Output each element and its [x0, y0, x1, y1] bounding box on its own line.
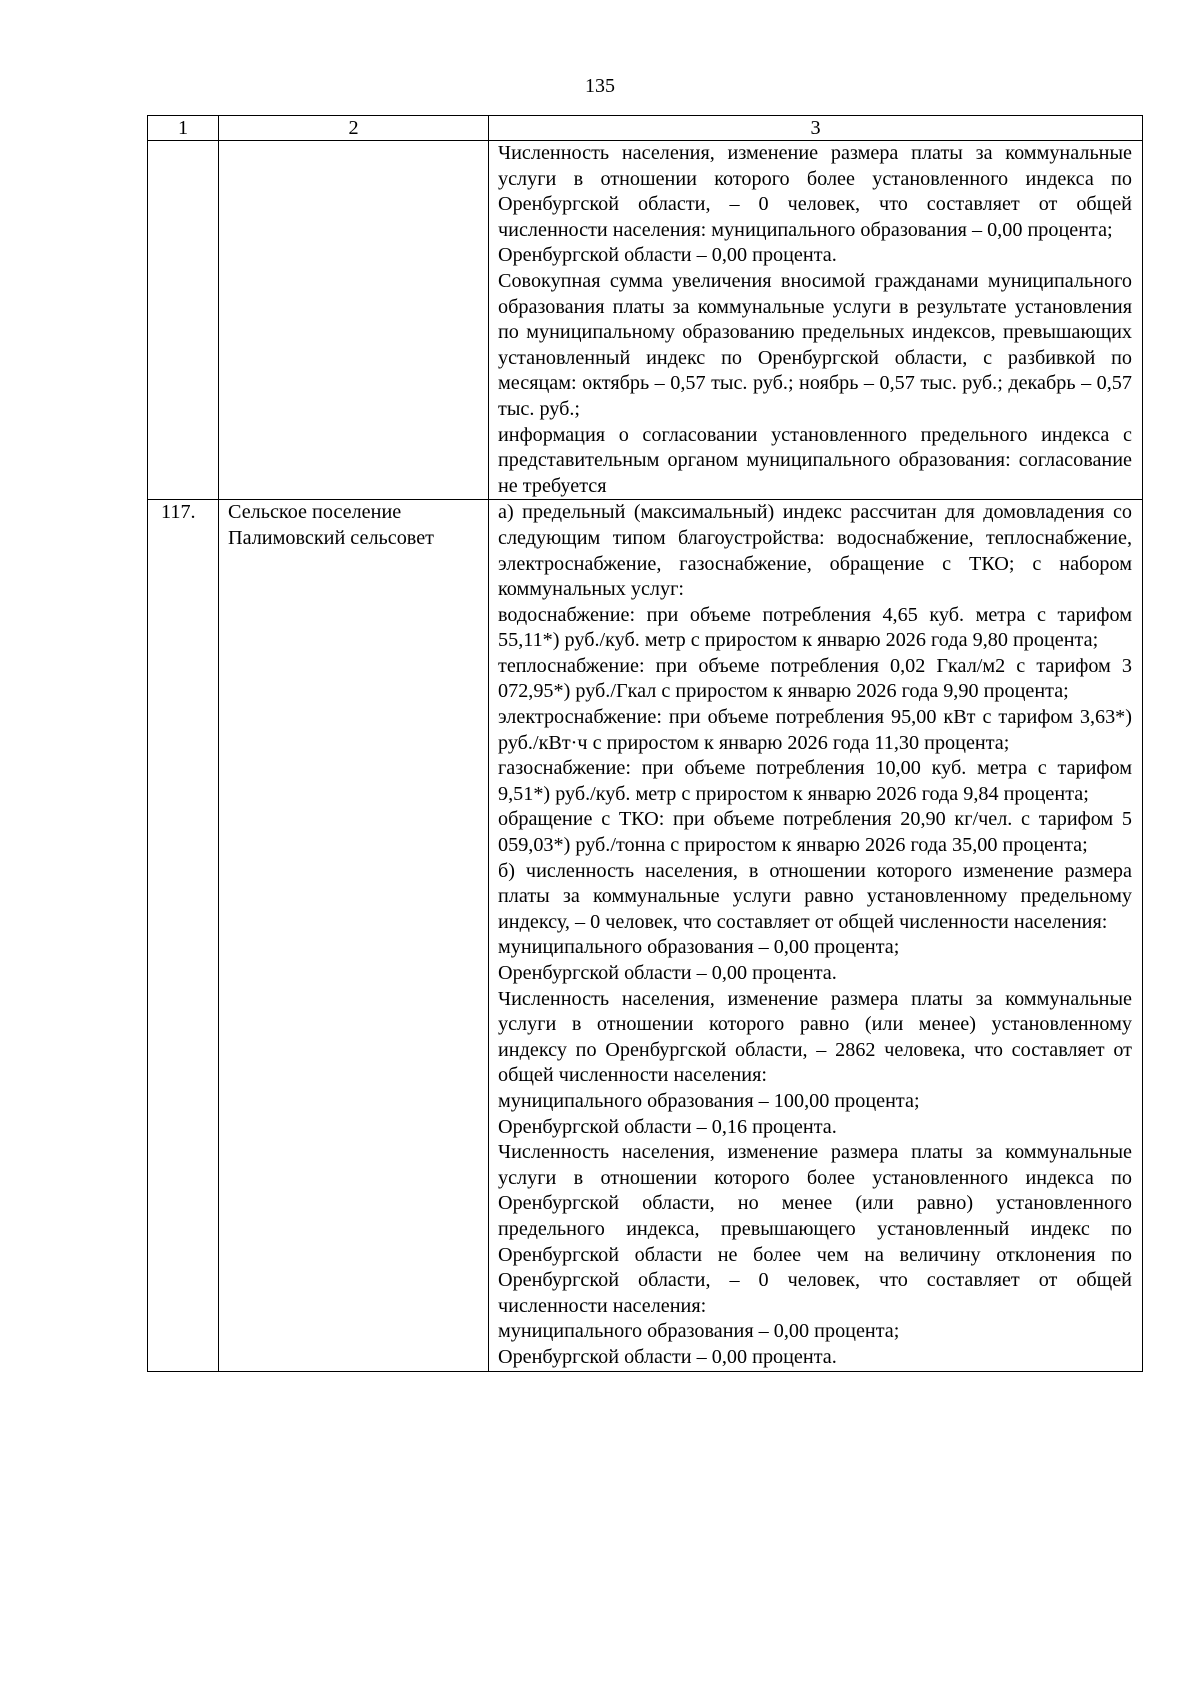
paragraph: Оренбургской области – 0,16 процента.	[498, 1115, 837, 1138]
paragraph: Оренбургской области – 0,00 процента.	[498, 244, 837, 267]
paragraph: обращение с ТКО: при объеме потребления 20,90 кг/чел. с тарифом 5 059,03*) руб./тонна с приростом к январю 2026 года 35,00 процента;	[498, 808, 1132, 857]
paragraph: Численность населения, изменение размера платы за коммунальные услуги в отношении которого более установленного индекса по Оренбургской области, но менее (или равно) установленного предельного индекса, превышающего установленный индекс по Оренбургской области не более чем на величину отклонения по Оренбургской области, – 0 человек, что составляет от общей численности населения:	[498, 1141, 1132, 1317]
row-number: 117.	[148, 500, 219, 1371]
page-number: 135	[585, 75, 615, 97]
settlement-name	[219, 141, 489, 500]
paragraph: водоснабжение: при объеме потребления 4,65 куб. метра с тарифом 55,11*) руб./куб. метр с приростом к январю 2026 года 9,80 процента;	[498, 603, 1132, 652]
paragraph: Численность населения, изменение размера платы за коммунальные услуги в отношении которого равно (или менее) установленному индексу по Оренбургской области, – 2862 человека, что составляет от общей численности населения:	[498, 987, 1132, 1087]
paragraph: муниципального образования – 0,00 процента;	[498, 1320, 900, 1343]
municipal-index-table	[147, 115, 1143, 1372]
paragraph: газоснабжение: при объеме потребления 10,00 куб. метра с тарифом 9,51*) руб./куб. метр с приростом к январю 2026 года 9,84 процента;	[498, 757, 1132, 805]
paragraph: б) численность населения, в отношении которого изменение размера платы за коммунальные услуги равно установленному предельному индексу, – 0 человек, что составляет от общей численности населения:	[498, 859, 1132, 933]
paragraph: а) предельный (максимальный) индекс рассчитан для домовладения со следующим типом благоустройства: водоснабжение, теплоснабжение, электроснабжение, газоснабжение, обращение с ТКО; с набором коммунальных услуг:	[498, 501, 1132, 601]
header-col-2: 2	[219, 116, 489, 141]
header-col-1: 1	[148, 116, 219, 141]
table-row-continuation	[148, 141, 1143, 500]
paragraph: муниципального образования – 0,00 процента;	[498, 936, 900, 959]
row-number	[148, 141, 219, 500]
table-header-row	[148, 116, 1143, 141]
paragraph: Оренбургской области – 0,00 процента.	[498, 1345, 837, 1368]
paragraph: теплоснабжение: при объеме потребления 0,02 Гкал/м2 с тарифом 3 072,95*) руб./Гкал с приростом к январю 2026 года 9,90 процента;	[498, 654, 1132, 703]
paragraph: Оренбургской области – 0,00 процента.	[498, 962, 837, 984]
row-details	[489, 141, 1143, 500]
paragraph: информация о согласовании установленного предельного индекса с представительным органом муниципального образования: согласование не требуется	[498, 423, 1132, 497]
paragraph: электроснабжение: при объеме потребления 95,00 кВт с тарифом 3,63*) руб./кВт·ч с приростом к январю 2026 года 11,30 процента;	[498, 706, 1132, 754]
paragraph: муниципального образования – 100,00 процента;	[498, 1089, 920, 1112]
settlement-name-line: Сельское поселение	[228, 501, 402, 524]
row-details	[489, 500, 1143, 1371]
header-col-3: 3	[489, 116, 1143, 141]
paragraph: Совокупная сумма увеличения вносимой гражданами муниципального образования платы за коммунальные услуги в результате установления по муниципальному образованию предельных индексов, превышающих установленный индекс по Оренбургской области, с разбивкой по месяцам: октябрь – 0,57 тыс. руб.; ноябрь – 0,57 тыс. руб.; декабрь – 0,57 тыс. руб.;	[498, 269, 1132, 420]
settlement-name	[219, 500, 489, 1371]
table-row-117	[148, 500, 1143, 1371]
settlement-name-line: Палимовский сельсовет	[228, 526, 434, 549]
paragraph: Численность населения, изменение размера платы за коммунальные услуги в отношении которого более установленного индекса по Оренбургской области, – 0 человек, что составляет от общей численности населения: муниципального образования – 0,00 процента;	[498, 142, 1132, 241]
